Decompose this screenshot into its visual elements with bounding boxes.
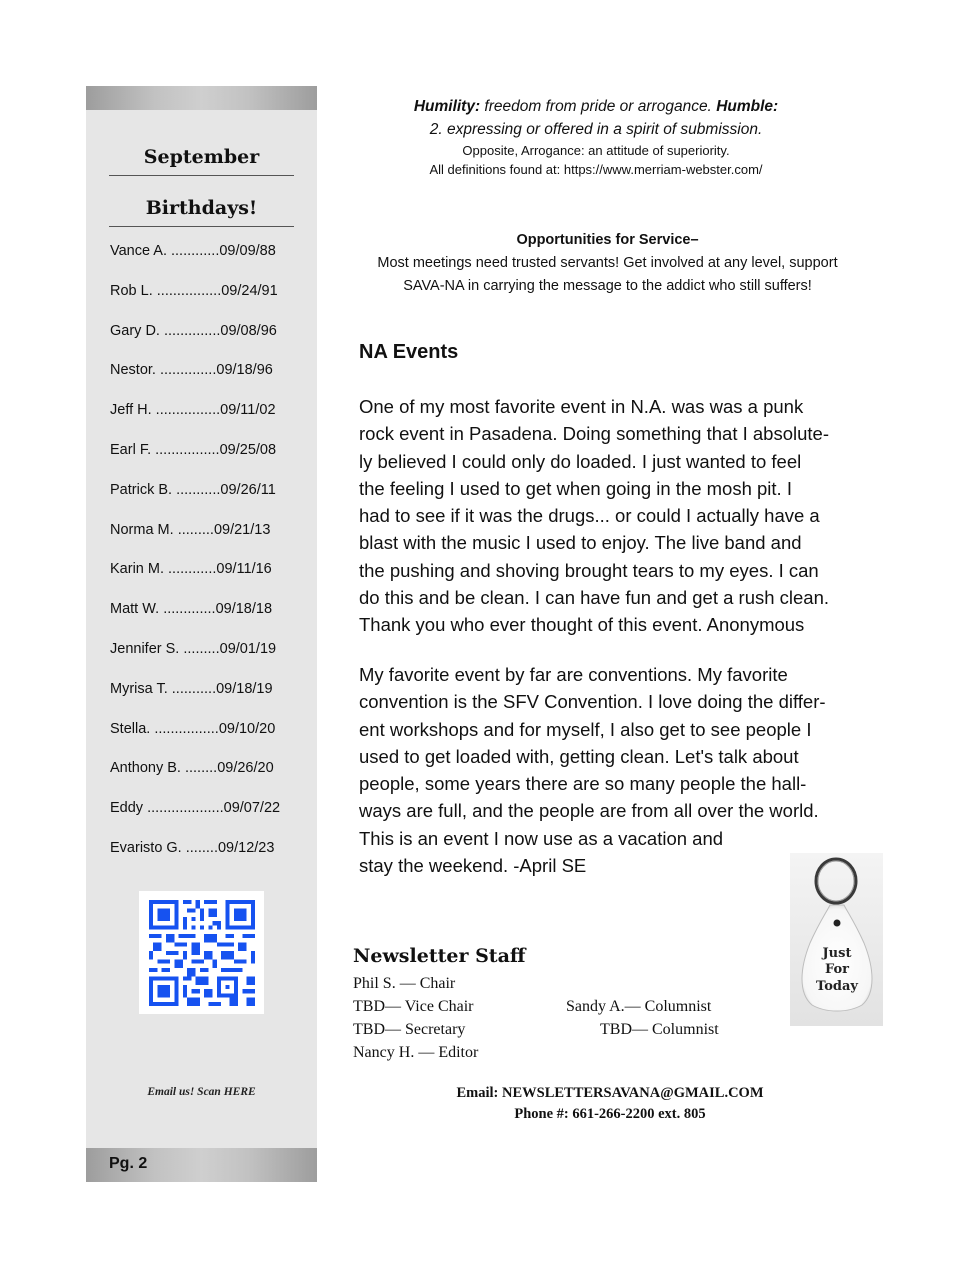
dot-leader: ............ <box>171 243 220 259</box>
dot-leader: ............. <box>163 601 216 618</box>
story-line: ways are full, and the people are from all over the world. <box>359 800 819 822</box>
staff-columnist: Sandy A.— Columnist <box>566 998 712 1015</box>
dot-leader: ................ <box>154 720 219 737</box>
service-text-line: Most meetings need trusted servants! Get involved at any level, support <box>377 255 838 271</box>
birthday-entry <box>110 798 310 838</box>
page-number: Pg. 2 <box>109 1155 148 1172</box>
clean-date: 09/10/20 <box>218 720 276 737</box>
member-name: Matt W. <box>110 601 160 618</box>
clean-date: 09/07/22 <box>223 800 281 817</box>
humble-definition: 2. expressing or offered in a spirit of submission. <box>429 121 763 138</box>
clean-date: 09/18/96 <box>216 362 273 379</box>
story-line: the pushing and shoving brought tears to my eyes. I can <box>359 559 819 581</box>
birthday-sidebar <box>86 86 317 1182</box>
clean-date: 09/18/18 <box>215 601 273 618</box>
birthday-entry <box>110 321 310 361</box>
sidebar-header-bar <box>86 86 317 110</box>
birthday-entry <box>110 480 310 520</box>
humility-term: Humility: <box>413 98 481 115</box>
birthday-entry <box>110 599 310 639</box>
dot-leader: ............ <box>168 561 217 578</box>
member-name: Rob L. <box>110 282 153 299</box>
member-name: Earl F. <box>110 441 152 458</box>
birthday-entry <box>110 360 310 400</box>
dot-leader: ................ <box>155 441 220 458</box>
dot-leader: ......... <box>183 640 220 657</box>
humility-def-text: freedom from pride or arrogance. <box>480 98 717 115</box>
qr-code[interactable] <box>139 891 264 1014</box>
member-name: Jeff H. <box>110 402 152 419</box>
story-line: ent workshops and for myself, I also get to see people I <box>359 718 812 740</box>
contact-phone: Phone #: 661-266-2200 ext. 805 <box>514 1106 706 1122</box>
clean-date: 09/24/91 <box>221 282 278 299</box>
member-name: Eddy <box>110 800 144 817</box>
dot-leader: ........... <box>176 481 221 498</box>
event-story-anonymous <box>359 393 889 639</box>
birthday-entry <box>110 400 310 440</box>
member-name: Anthony B. <box>110 760 181 777</box>
keytag-text-today: Today <box>816 979 858 994</box>
member-name: Myrisa T. <box>110 680 168 697</box>
service-block <box>340 229 875 298</box>
staff-chair: Phil S. — Chair <box>353 975 456 992</box>
dot-leader: ........ <box>184 760 218 777</box>
story-line: rock event in Pasadena. Doing something that I absolute- <box>359 423 829 445</box>
clean-date: 09/26/11 <box>220 481 276 498</box>
story-line: convention is the SFV Convention. I love doing the differ- <box>359 691 826 713</box>
definition-block <box>340 95 852 179</box>
clean-date: 09/18/19 <box>216 680 273 697</box>
event-story-april <box>359 661 889 879</box>
keytag-icon <box>790 853 883 1026</box>
birthday-entry <box>110 281 310 321</box>
staff-columnist: TBD— Columnist <box>600 1021 719 1038</box>
birthday-entry <box>110 639 310 679</box>
member-name: Gary D. <box>110 322 160 339</box>
story-line: people, some years there are so many people the hall- <box>359 773 807 795</box>
birthday-entry <box>110 679 310 719</box>
service-text-line: SAVA-NA in carrying the message to the addict who still suffers! <box>403 278 812 294</box>
birthday-entry <box>110 241 310 281</box>
events-heading: NA Events <box>359 341 459 363</box>
clean-date: 09/01/19 <box>219 640 277 657</box>
story-line: blast with the music I used to enjoy. The live band and <box>359 532 802 554</box>
title-divider <box>109 175 294 176</box>
story-line: ly believed I could only do loaded. I just wanted to feel <box>359 450 802 472</box>
staff-editor: Nancy H. — Editor <box>353 1044 479 1061</box>
page-footer-bar <box>86 1148 317 1182</box>
dot-leader: ........... <box>171 680 217 697</box>
birthday-entry <box>110 520 310 560</box>
clean-date: 09/11/02 <box>220 402 276 419</box>
member-name: Evaristo G. <box>110 839 182 856</box>
opposite-definition: Opposite, Arrogance: an attitude of superiority. <box>462 143 730 158</box>
birthday-entry <box>110 440 310 480</box>
birthday-entry <box>110 559 310 599</box>
definition-source: All definitions found at: https://www.merriam-webster.com/ <box>429 162 763 177</box>
birthday-entry <box>110 719 310 759</box>
humility-definition <box>340 95 852 118</box>
story-line: One of my most favorite event in N.A. was was a punk <box>359 396 804 417</box>
story-line: used to get loaded with, getting clean. Let's talk about <box>359 745 799 767</box>
birthdays-title: Birthdays! <box>145 197 258 219</box>
clean-date: 09/12/23 <box>217 839 275 856</box>
birthday-entry <box>110 758 310 798</box>
dot-leader: ........ <box>185 839 218 856</box>
keychain-image <box>790 853 883 1026</box>
dot-leader: .............. <box>159 362 217 379</box>
member-name: Patrick B. <box>110 481 173 498</box>
staff-vice-chair: TBD— Vice Chair <box>353 998 474 1015</box>
member-name: Norma M. <box>110 521 174 538</box>
birthday-entry <box>110 838 310 878</box>
clean-date: 09/25/08 <box>219 441 277 458</box>
dot-leader: ................... <box>147 800 224 817</box>
story-line: do this and be clean. I can have fun and get a rush clean. <box>359 587 830 609</box>
service-title: Opportunities for Service– <box>516 232 699 248</box>
story-line: stay the weekend. -April SE <box>359 855 587 877</box>
member-name: Karin M. <box>110 561 164 578</box>
member-name: Vance A. <box>110 243 167 259</box>
dot-leader: .............. <box>163 322 221 339</box>
dot-leader: ................ <box>156 282 222 299</box>
dot-leader: ................ <box>155 402 221 419</box>
staff-secretary: TBD— Secretary <box>353 1021 466 1038</box>
story-line: the feeling I used to get when going in the mosh pit. I <box>359 477 792 499</box>
keytag-text-just: Just <box>822 946 852 961</box>
staff-heading: Newsletter Staff <box>353 945 526 967</box>
birthdays-title-month: September <box>143 146 260 168</box>
clean-date: 09/08/96 <box>220 322 277 339</box>
humble-term: Humble: <box>716 98 779 115</box>
story-line: had to see if it was the drugs... or could I actually have a <box>359 505 820 527</box>
keytag-text-for: For <box>824 962 850 977</box>
story-line: Thank you who ever thought of this event. Anonymous <box>359 614 805 636</box>
qr-caption: Email us! Scan HERE <box>147 1086 256 1098</box>
contact-email[interactable]: Email: NEWSLETTERSAVANA@GMAIL.COM <box>456 1085 764 1101</box>
member-name: Jennifer S. <box>110 640 180 657</box>
qr-code-icon <box>149 900 255 1006</box>
member-name: Stella. <box>110 720 151 737</box>
story-line: My favorite event by far are conventions. My favorite <box>359 664 788 685</box>
clean-date: 09/26/20 <box>217 760 274 777</box>
dot-leader: ......... <box>177 521 214 538</box>
clean-date: 09/11/16 <box>216 561 272 578</box>
story-line: This is an event I now use as a vacation and <box>359 827 724 849</box>
clean-date: 09/21/13 <box>213 521 271 538</box>
member-name: Nestor. <box>110 362 156 379</box>
birthday-list <box>110 241 310 878</box>
title-divider <box>109 226 294 227</box>
clean-date: 09/09/88 <box>219 243 276 259</box>
contact-info <box>440 1083 780 1125</box>
